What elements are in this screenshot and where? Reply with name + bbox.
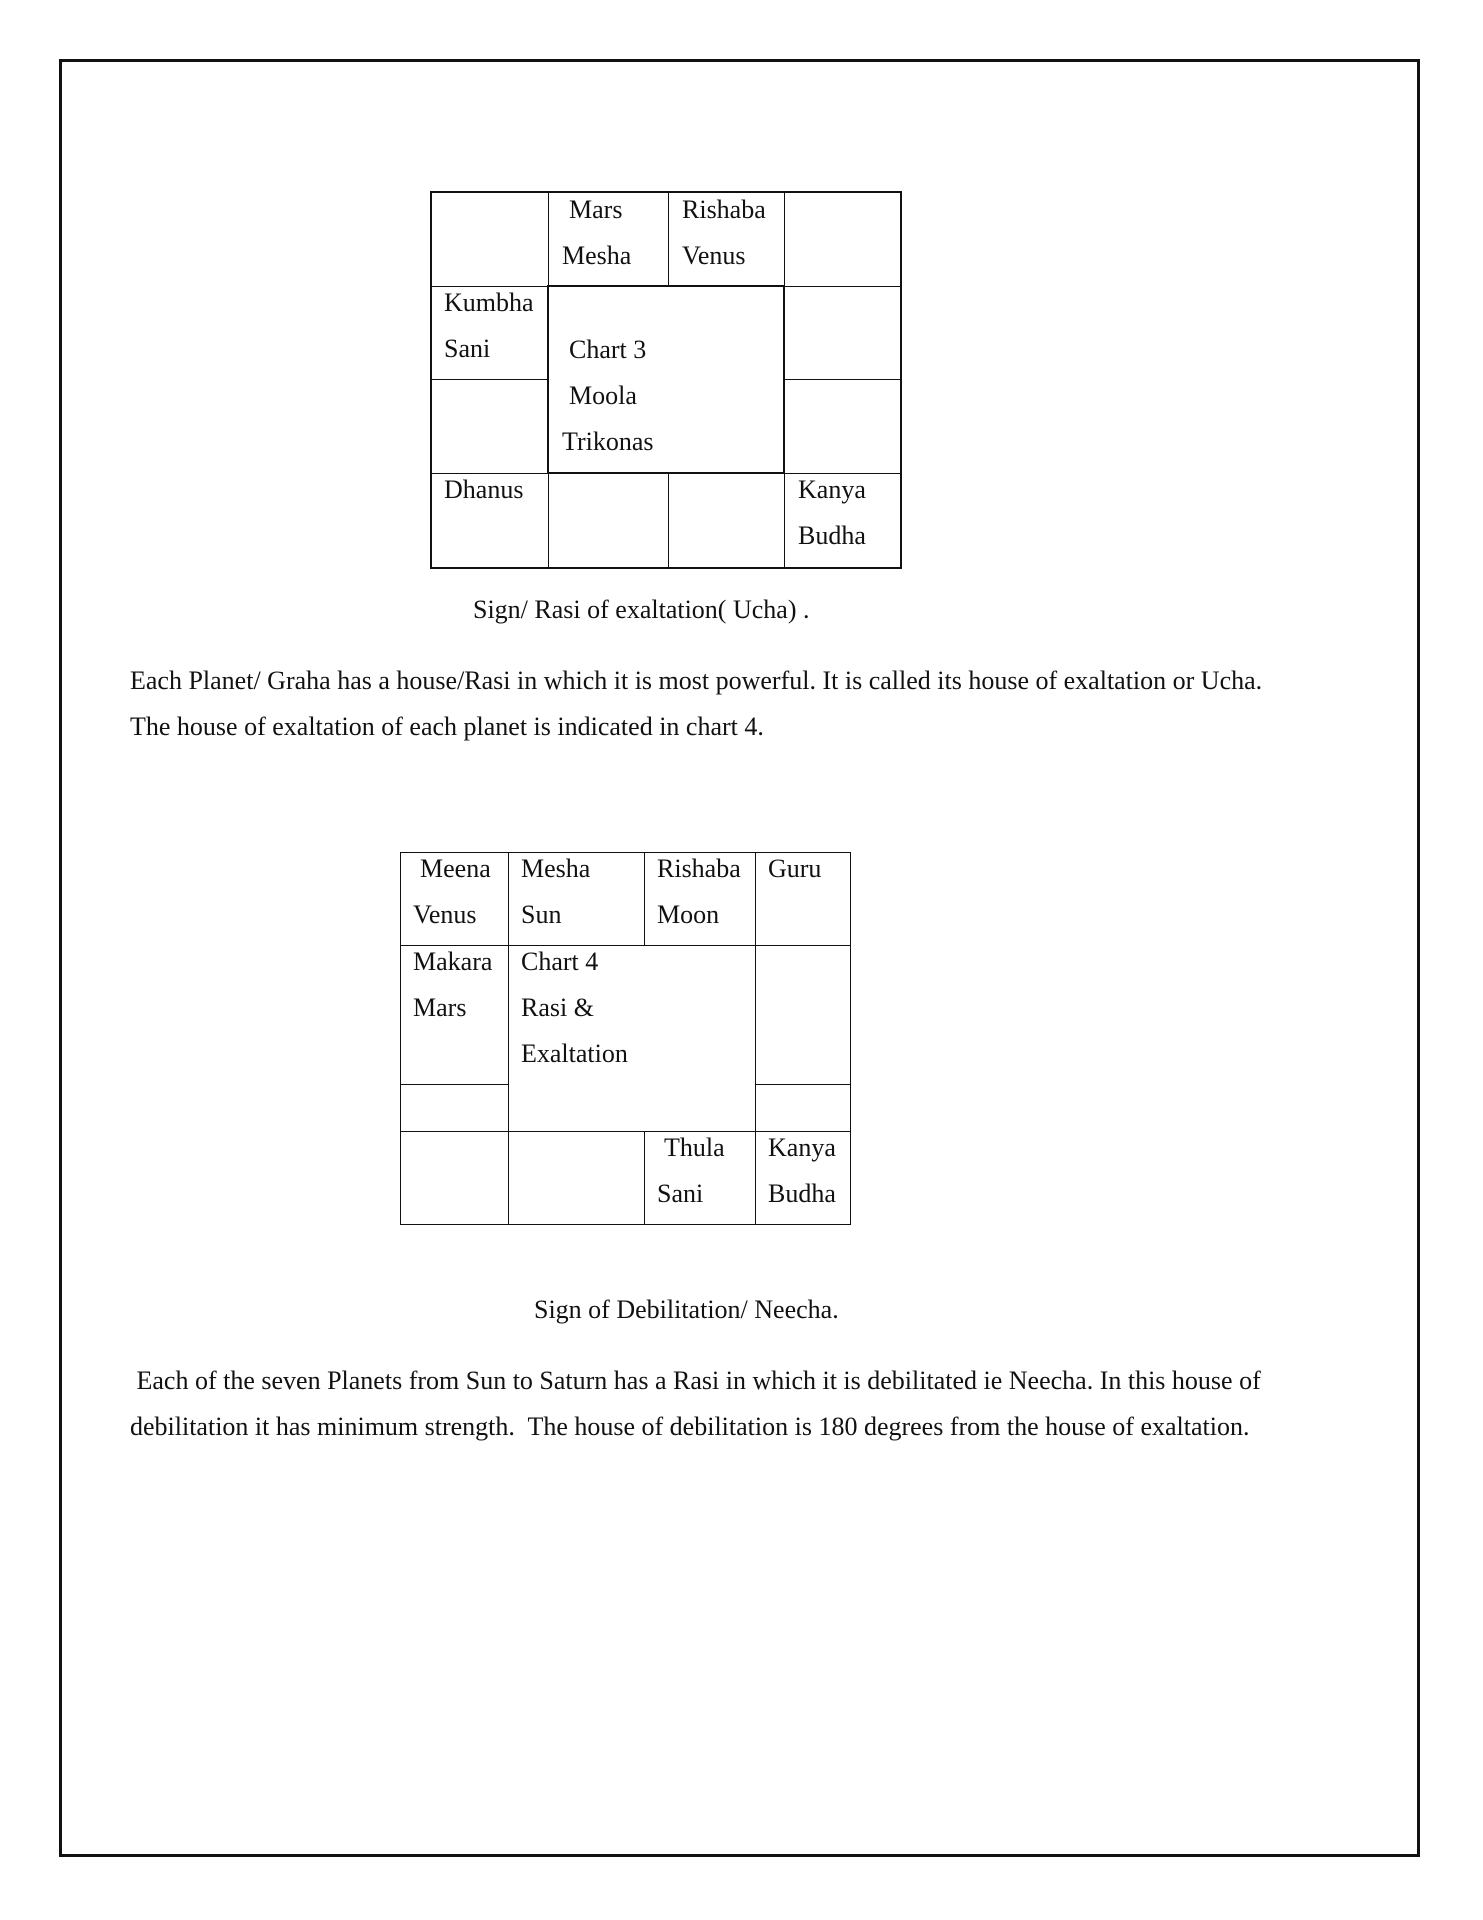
chart4-mesha-planet: Sun [521,900,562,929]
paragraph-line: Each Planet/ Graha has a house/Rasi in which it is most powerful. It is called its house of exaltation or Ucha. [130,666,1263,695]
chart4-divider [644,1131,645,1225]
chart3-divider [784,379,902,380]
chart4-border-left [400,852,401,1225]
chart4-divider [508,1131,644,1132]
chart3-rishaba-sign: Rishaba [682,195,766,224]
chart4-subtitle-line2: Exaltation [521,1039,628,1068]
chart4-rishaba-planet: Moon [657,900,720,929]
chart3-divider [668,473,669,568]
chart3-subtitle-line2: Trikonas [562,427,654,456]
chart3-kumbha-sign: Kumbha [444,288,534,317]
chart4-meena-sign: Meena [420,854,491,883]
chart4-meena-planet: Venus [413,900,477,929]
chart4-border-right [850,852,851,1225]
chart4-divider [644,852,645,945]
chart4-border-bottom [400,1224,851,1225]
chart4-title: Chart 4 [521,947,599,976]
chart3-center-border [783,285,785,474]
chart4-guru-planet: Guru [768,854,822,883]
chart4-thula-house [657,1125,755,1217]
paragraph-debilitation [130,1358,1360,1450]
chart4-kanya-house [768,1125,848,1217]
chart3-rishaba-house [682,187,782,279]
chart4-makara-planet: Mars [413,993,467,1022]
chart4-mesha-sign: Mesha [521,854,591,883]
chart4-mesha-house [521,846,641,938]
chart4-divider [755,852,756,1225]
chart3-kumbha-planet: Sani [444,334,491,363]
chart4-subtitle-line1: Rasi & [521,993,594,1022]
paragraph-line: debilitation it has minimum strength. The house of debilitation is 180 degrees from the house of exaltation. [130,1412,1250,1441]
chart3-center-border [548,472,785,474]
chart3-dhanus-house [444,467,548,513]
chart3-rishaba-planet: Venus [682,241,746,270]
chart3-border-bottom [430,567,902,569]
chart3-border-left [430,191,432,569]
paragraph-exaltation [130,658,1360,750]
chart4-divider [508,852,509,1225]
chart3-mesha-planet: Mars [569,195,623,224]
chart3-center-label [562,327,782,465]
chart3-mesha-sign: Mesha [562,241,632,270]
chart3-mesha-house [562,187,668,279]
chart4-thula-sign: Thula [664,1133,725,1162]
chart3-divider [668,191,669,286]
chart4-kanya-sign: Kanya [768,1133,836,1162]
chart4-makara-house [413,939,508,1031]
chart4-guru-house [768,846,848,892]
chart4-divider [755,1084,851,1085]
chart3-border-right [900,191,902,569]
chart3-kanya-planet: Budha [798,521,866,550]
chart4-makara-sign: Makara [413,947,493,976]
chart3-kanya-house [798,467,898,559]
chart3-kumbha-house [444,280,548,372]
chart4-divider [400,1084,508,1085]
chart3-dhanus-sign: Dhanus [444,475,524,504]
chart3-divider [430,379,548,380]
chart4-rishaba-house [657,846,755,938]
chart4-divider [400,1131,508,1132]
chart3-center-border [548,285,785,287]
chart4-rishaba-sign: Rishaba [657,854,741,883]
chart4-kanya-planet: Budha [768,1179,836,1208]
paragraph-line: Each of the seven Planets from Sun to Saturn has a Rasi in which it is debilitated ie Neecha. In this house of [130,1366,1261,1395]
caption-exaltation: Sign/ Rasi of exaltation( Ucha) . [473,595,810,624]
chart4-meena-house [413,846,508,938]
chart3-subtitle-line1: Moola [569,381,637,410]
chart4-thula-planet: Sani [657,1179,704,1208]
caption-debilitation: Sign of Debilitation/ Neecha. [534,1295,839,1324]
chart3-kanya-sign: Kanya [798,475,866,504]
chart4-center-label [521,939,751,1077]
chart3-title: Chart 3 [569,335,647,364]
paragraph-line: The house of exaltation of each planet is indicated in chart 4. [130,712,764,741]
